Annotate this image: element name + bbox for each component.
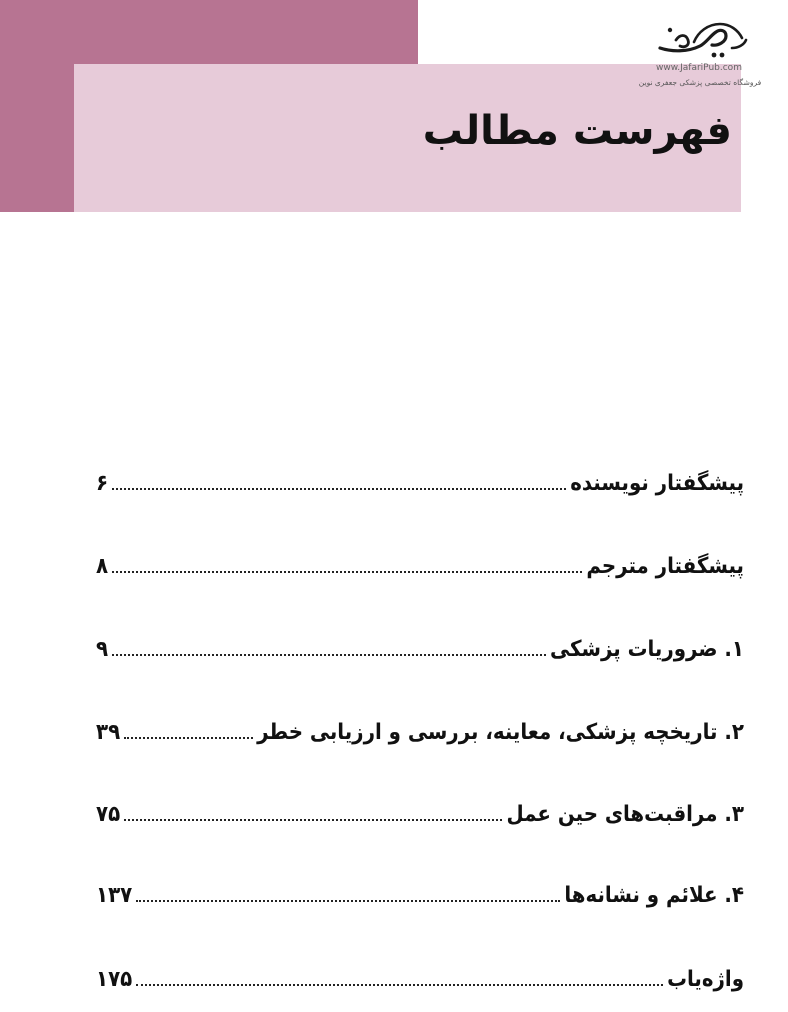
toc-entry[interactable] xyxy=(96,539,744,579)
publisher-logo xyxy=(636,18,766,98)
toc-leader-dots xyxy=(112,488,566,490)
toc-leader-dots xyxy=(112,654,546,656)
toc-entry-page: ۸ xyxy=(96,554,109,579)
publisher-url: www.JafariPub.com xyxy=(656,63,742,73)
toc-entry-page: ۱۷۵ xyxy=(96,967,133,992)
toc-leader-dots xyxy=(112,571,582,573)
toc-entry[interactable] xyxy=(96,868,744,908)
page-title: فهرست مطالب xyxy=(422,108,732,154)
toc-leader-dots xyxy=(136,984,663,986)
toc-leader-dots xyxy=(124,737,253,739)
toc-entry-title: ۴. علائم و نشانه‌ها xyxy=(564,883,744,908)
toc-entry[interactable] xyxy=(96,622,744,662)
toc-entry-title: پیشگفتار نویسنده xyxy=(570,471,744,496)
publisher-logo-icon xyxy=(654,18,750,62)
toc-entry-page: ۳۹ xyxy=(96,720,121,745)
toc-leader-dots xyxy=(124,819,502,821)
toc-entry-title: ۳. مراقبت‌های حین عمل xyxy=(506,802,744,827)
toc-entry-title: ۱. ضروریات پزشکی xyxy=(549,637,744,662)
publisher-tagline: فروشگاه تخصصی پزشکی جعفری نوین xyxy=(638,78,762,87)
toc-entry[interactable] xyxy=(96,952,744,992)
toc-entry-title: پیشگفتار مترجم xyxy=(586,554,744,579)
toc-entry-page: ۹ xyxy=(96,637,109,662)
toc-entry-title: واژه‌یاب xyxy=(667,967,744,992)
toc-entry-page: ۱۳۷ xyxy=(96,883,133,908)
toc-entry[interactable] xyxy=(96,456,744,496)
toc-entry-page: ۶ xyxy=(96,471,109,496)
toc-entry[interactable] xyxy=(96,787,744,827)
toc-leader-dots xyxy=(136,900,560,902)
toc-entry-page: ۷۵ xyxy=(96,802,121,827)
toc-entry[interactable] xyxy=(96,705,744,745)
toc-entry-title: ۲. تاریخچه پزشکی، معاینه، بررسی و ارزیابی خطر xyxy=(257,720,744,745)
